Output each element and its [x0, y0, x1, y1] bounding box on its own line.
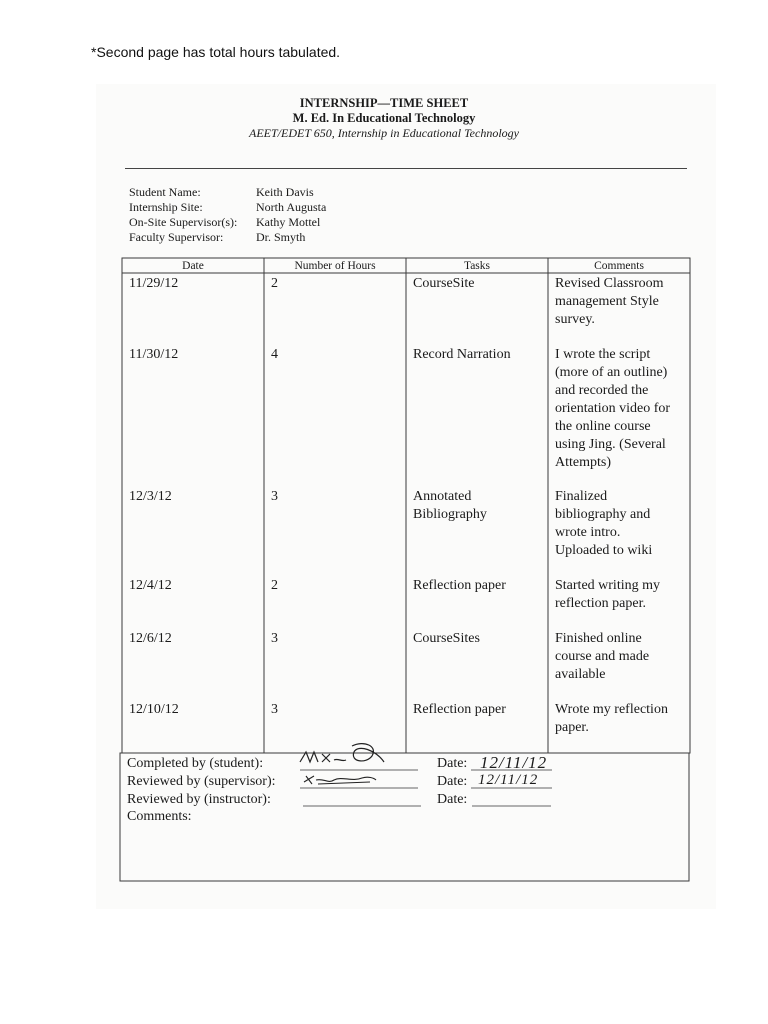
- row2-task: Record Narration: [413, 347, 511, 362]
- comment-line: Finished online: [555, 631, 642, 646]
- comment-line: available: [555, 667, 606, 682]
- row2-comment: [555, 346, 689, 472]
- sheet-course: AEET/EDET 650, Internship in Educational Technology: [249, 126, 519, 140]
- row3-date: 12/3/12: [129, 489, 172, 504]
- col-header-tasks: Tasks: [463, 260, 491, 272]
- row1-task: CourseSite: [413, 276, 475, 291]
- comment-line: paper.: [555, 720, 589, 735]
- row5-task: CourseSites: [413, 631, 480, 646]
- comment-line: course and made: [555, 649, 650, 664]
- comment-line: and recorded the: [555, 383, 649, 398]
- student-signature: [298, 738, 388, 772]
- comment-line: survey.: [555, 312, 595, 327]
- sheet-title: INTERNSHIP—TIME SHEET: [299, 96, 469, 110]
- row3-task: [413, 488, 487, 524]
- row6-hours: 3: [271, 702, 278, 717]
- row1-comment: [555, 275, 689, 329]
- row5-hours: 3: [271, 631, 278, 646]
- comment-line: wrote intro.: [555, 525, 621, 540]
- col-header-hours: Number of Hours: [294, 260, 376, 272]
- comment-line: (more of an outline): [555, 365, 668, 380]
- comment-line: I wrote the script: [555, 347, 651, 362]
- reviewed-supervisor-label: Reviewed by (supervisor):: [127, 774, 276, 789]
- comment-line: Finalized: [555, 489, 608, 504]
- row4-comment: [555, 577, 689, 613]
- comment-line: Attempts): [555, 455, 611, 470]
- date-label-student: Date:: [437, 756, 468, 771]
- handwritten-date-student: 12/11/12: [480, 753, 548, 772]
- completed-by-label: Completed by (student):: [127, 756, 264, 771]
- comment-line: reflection paper.: [555, 596, 646, 611]
- row4-date: 12/4/12: [129, 578, 172, 593]
- date-label-supervisor: Date:: [437, 774, 468, 789]
- row6-comment: [555, 701, 689, 737]
- info-value: Dr. Smyth: [256, 230, 306, 244]
- page-note: *Second page has total hours tabulated.: [91, 44, 341, 60]
- handwritten-date-supervisor: 12/11/12: [478, 772, 539, 788]
- info-label: Student Name:: [129, 185, 201, 199]
- info-value: North Augusta: [256, 200, 327, 214]
- comment-line: management Style: [555, 294, 659, 309]
- row3-hours: 3: [271, 489, 278, 504]
- col-header-date: Date: [182, 260, 204, 272]
- info-label: On-Site Supervisor(s):: [129, 215, 238, 229]
- row5-comment: [555, 630, 689, 684]
- info-value: Kathy Mottel: [256, 215, 321, 229]
- row1-date: 11/29/12: [129, 276, 179, 291]
- col-header-comments: Comments: [594, 260, 644, 272]
- date-label-instructor: Date:: [437, 792, 468, 807]
- comment-line: Started writing my: [555, 578, 660, 593]
- row3-comment: [555, 488, 689, 560]
- row2-hours: 4: [271, 347, 278, 362]
- row4-hours: 2: [271, 578, 278, 593]
- comment-line: bibliography and: [555, 507, 651, 522]
- comment-line: orientation video for: [555, 401, 671, 416]
- task-line: Annotated: [413, 489, 472, 504]
- comment-line: Revised Classroom: [555, 276, 664, 291]
- sheet-subtitle: M. Ed. In Educational Technology: [292, 111, 476, 125]
- reviewed-instructor-label: Reviewed by (instructor):: [127, 792, 271, 807]
- row5-date: 12/6/12: [129, 631, 172, 646]
- row4-task: Reflection paper: [413, 578, 506, 593]
- comments-label: Comments:: [127, 809, 192, 824]
- comment-line: using Jing. (Several: [555, 437, 666, 452]
- comment-line: Wrote my reflection: [555, 702, 668, 717]
- row6-date: 12/10/12: [129, 702, 179, 717]
- supervisor-signature: [300, 770, 380, 790]
- row6-task: Reflection paper: [413, 702, 506, 717]
- task-line: Bibliography: [413, 507, 487, 522]
- row2-date: 11/30/12: [129, 347, 179, 362]
- info-label: Internship Site:: [129, 200, 203, 214]
- info-value: Keith Davis: [256, 185, 314, 199]
- row1-hours: 2: [271, 276, 278, 291]
- comment-line: the online course: [555, 419, 651, 434]
- info-label: Faculty Supervisor:: [129, 230, 224, 244]
- comment-line: Uploaded to wiki: [555, 543, 653, 558]
